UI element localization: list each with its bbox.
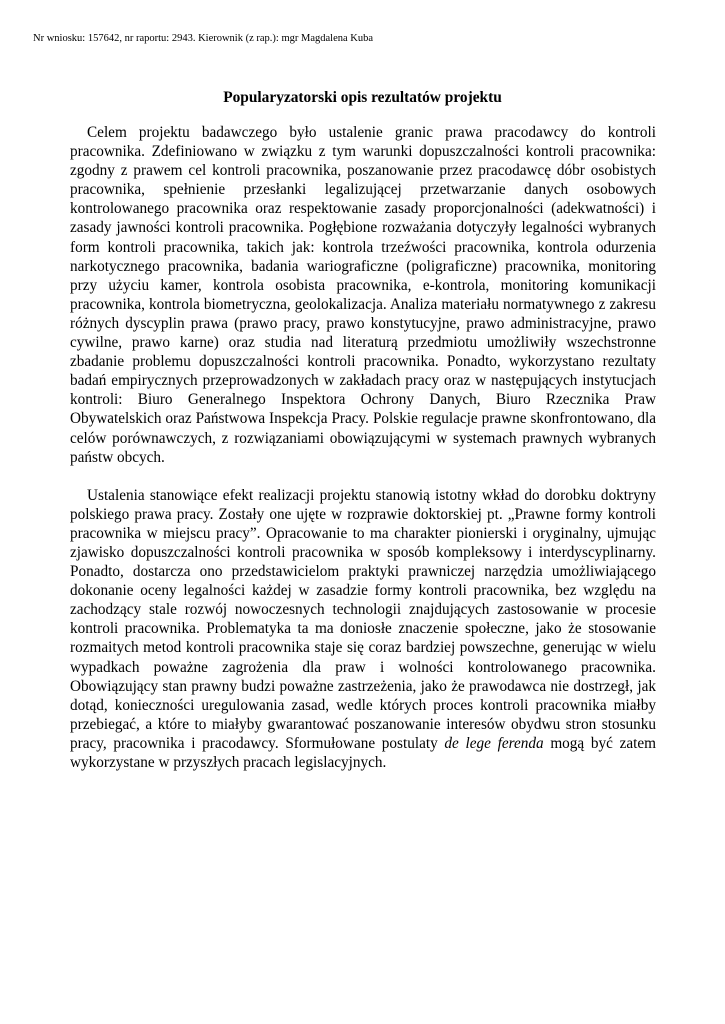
document-title: Popularyzatorski opis rezultatów projektu — [223, 89, 502, 106]
paragraph-results-text-before: Ustalenia stanowiące efekt realizacji projektu stanowią istotny wkład do dorobku doktryny polskiego prawa pracy. Zostały one ujęte w rozprawie doktorskiej pt. „Prawne formy kontroli pracownika w miejscu pracy”. Opracowanie to ma charakter pionierski i oryginalny, ujmując zjawisko dopuszczalności kontroli pracownika w sposób kompleksowy i interdyscyplinarny. Ponadto, dostarcza ono przedstawicielom praktyki prawniczej narzędzia umożliwiającego dokonanie oceny legalności każdej w zasadzie formy kontroli pracownika, bez względu na zachodzący stale rozwój nowoczesnych technologii znajdujących zastosowanie w procesie kontroli pracownika. Problematyka ta ma doniosłe znaczenie społeczne, jako że stosowanie rozmaitych metod kontroli pracownika staje się coraz bardziej powszechne, generując w wielu wypadkach poważne zagrożenia dla praw i wolności kontrolowanego pracownika. Obowiązujący stan prawny budzi poważne zastrzeżenia, jako że prawodawca nie dostrzegł, jak dotąd, konieczności uregulowania zasad, wedle których proces kontroli pracownika miałby przebiegać, a które to miałyby gwarantować poszanowanie interesów obydwu stron stosunku pracy, pracownika i pracodawcy. Sformułowane postulaty — [70, 486, 656, 752]
latin-term-de-lege-ferenda: de lege ferenda — [444, 734, 544, 752]
paragraph-project-goal: Celem projektu badawczego było ustalenie granic prawa pracodawcy do kontroli pracownika. Zdefiniowano w związku z tym warunki dopuszczalności kontroli pracownika: zgodny z prawem cel kontroli pracownika, poszanowanie przez pracodawcę dóbr osobistych pracownika, spełnienie przesłanki legalizującej przetwarzanie danych osobowych kontrolowanego pracownika oraz respektowanie zasady proporcjonalności (adekwatności) i zasady jawności kontroli pracownika. Pogłębione rozważania dotyczyły legalności wybranych form kontroli pracownika, takich jak: kontrola trzeźwości pracownika, kontrola odurzenia narkotycznego pracownika, badania wariograficzne (poligraficzne) pracownika, monitoring przy użyciu kamer, kontrola osobista pracownika, e-kontrola, monitoring komunikacji pracownika, kontrola biometryczna, geolokalizacja. Analiza materiału normatywnego z zakresu różnych dyscyplin prawa (prawo pracy, prawo konstytucyjne, prawo administracyjne, prawo cywilne, prawo karne) oraz studia nad literaturą przedmiotu umożliwiły wszechstronne zbadanie problemu dopuszczalności kontroli pracownika. Ponadto, wykorzystano rezultaty badań empirycznych przeprowadzonych w zakładach pracy oraz w następujących instytucjach kontroli: Biuro Generalnego Inspektora Ochrony Danych, Biuro Rzecznika Praw Obywatelskich oraz Państwowa Inspekcja Pracy. Polskie regulacje prawne skonfrontowano, dla celów porównawczych, z rozwiązaniami obowiązującymi w systemach prawnych wybranych państw obcych. — [70, 124, 656, 466]
report-header-meta: Nr wniosku: 157642, nr raportu: 2943. Kierownik (z rap.): mgr Magdalena Kuba — [33, 33, 374, 44]
paragraph-project-results — [70, 486, 656, 772]
paragraph-results-text-after: mogą być zatem wykorzystane w przyszłych pracach legislacyjnych. — [70, 734, 657, 771]
document-body — [70, 123, 656, 772]
